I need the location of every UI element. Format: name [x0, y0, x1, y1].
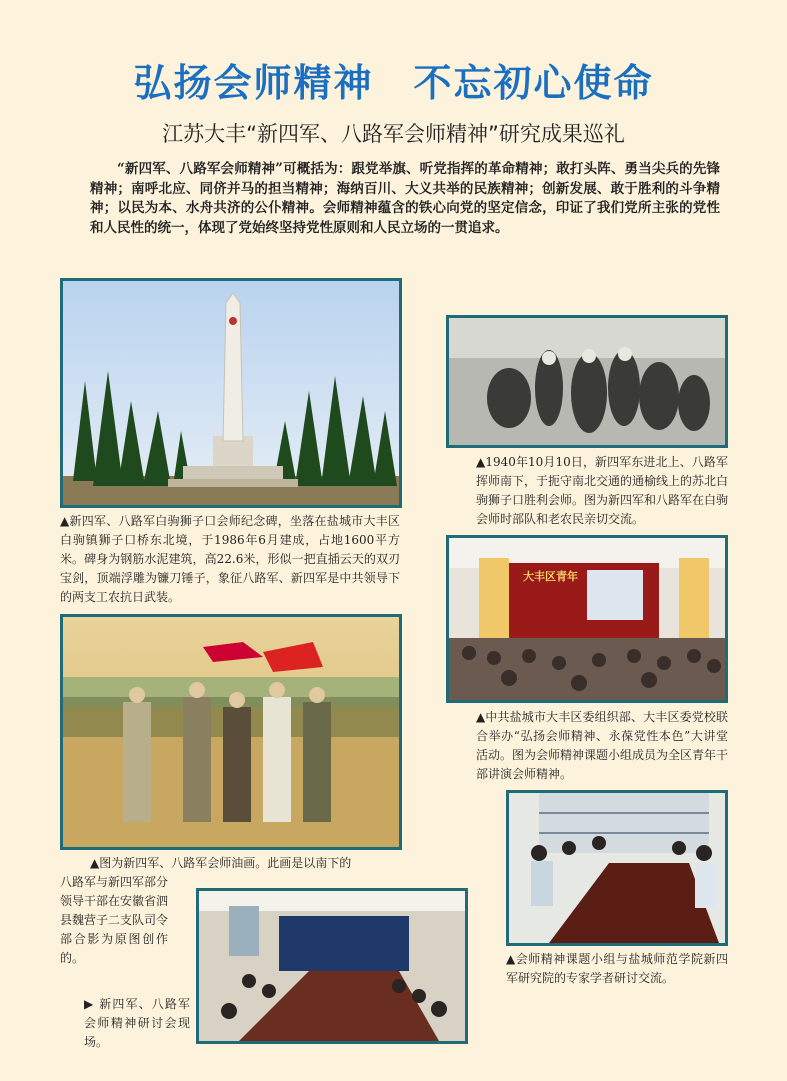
exchange-caption: ▲会师精神课题小组与盐城师范学院新四军研究院的专家学者研讨交流。 [506, 952, 728, 985]
monument-caption: ▲新四军、八路军白驹狮子口会师纪念碑，坐落在盐城市大丰区白驹镇狮子口桥东北境，于1986年6月建成，占地1600平方米。碑身为钢筋水泥建筑，高22.6米，形似一把直插云天的双刃宝剑，顶端浮雕为镰刀锤子，象征八路军、新四军是中共领导下的两支工农抗日武装。 [60, 514, 400, 604]
intro-paragraph: “新四军、八路军会师精神”可概括为：跟党举旗、听党指挥的革命精神；敢打头阵、勇当尖兵的先锋精神；南呼北应、同侪并马的担当精神；海纳百川、大义共举的民族精神；创新发展、敢于胜利的斗争精神；以民为本、水舟共济的公仆精神。会师精神蕴含的铁心向党的坚定信念，印证了我们党所主张的党性和人民性的统一，体现了党始终坚持党性原则和人民立场的一贯追求。 [90, 161, 720, 236]
historic-photo [446, 315, 728, 448]
lecture-photo [446, 535, 728, 703]
painting-caption-rest: 八路军与新四军部分领导干部在安徽省泗县魏营子二支队司令部合影为原图创作的。 [60, 875, 169, 965]
seminar-caption: ▶ 新四军、八路军会师精神研讨会现场。 [84, 997, 190, 1049]
page-subtitle: 江苏大丰“新四军、八路军会师精神”研究成果巡礼 [162, 122, 625, 146]
lecture-caption: ▲中共盐城市大丰区委组织部、大丰区委党校联合举办“弘扬会师精神、永葆党性本色”大讲堂活动。图为会师精神课题小组成员为全区青年干部讲演会师精神。 [476, 710, 729, 781]
monument-photo [60, 278, 402, 508]
historic-caption: ▲1940年10月10日，新四军东进北上、八路军挥师南下，于扼守南北交通的通榆线上的苏北白驹狮子口胜利会师。图为新四军和八路军在白驹会师时部队和老农民亲切交流。 [476, 455, 729, 526]
painting-caption-line1: ▲图为新四军、八路军会师油画。此画是以南下的 [90, 856, 352, 870]
lecture-banner-text: 大丰区青年 [523, 570, 578, 583]
page-title: 弘扬会师精神 不忘初心使命 [133, 61, 654, 105]
exchange-photo [506, 790, 728, 946]
seminar-photo [196, 888, 468, 1044]
oil-painting-photo [60, 614, 402, 850]
